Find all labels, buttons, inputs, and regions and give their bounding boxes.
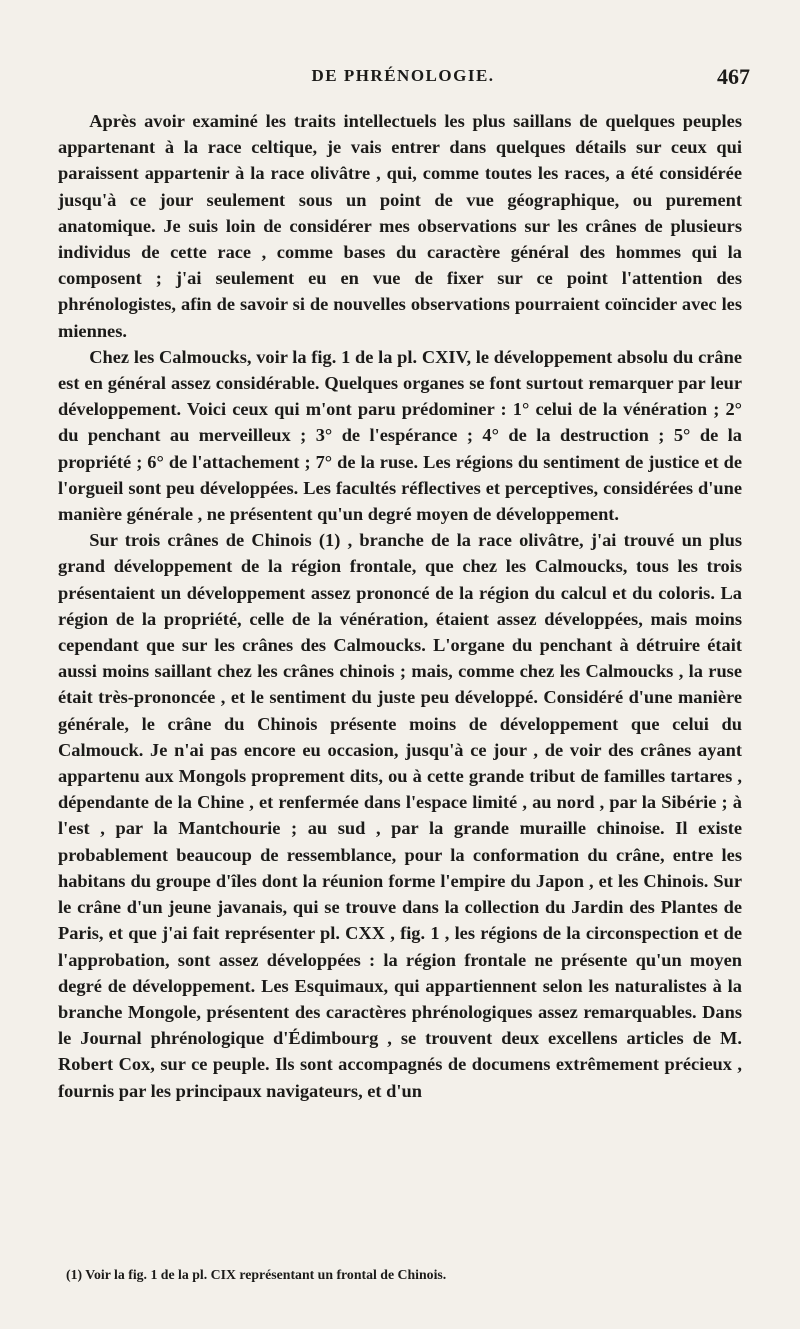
paragraph-2: Chez les Calmoucks, voir la fig. 1 de la pl. CXIV, le développement absolu du crâne est en général assez considérable. Quelques organes se font surtout remarquer par leur développement. Voici ceux qui m'ont paru prédominer : 1° celui de la vénération ; 2° du penchant au merveilleux ; 3° de l'espérance ; 4° de la destruction ; 5° de la propriété ; 6° de l'attachement ; 7° de la ruse. Les régions du sentiment de justice et de l'orgueil sont peu développées. Les facultés réflectives et perceptives, considérées d'une manière générale , ne présentent qu'un degré moyen de développement. — [58, 346, 742, 525]
footnote: (1) Voir la fig. 1 de la pl. CIX représentant un frontal de Chinois. — [66, 1267, 447, 1282]
paragraph-1: Après avoir examiné les traits intellectuels les plus saillans de quelques peuples appartenant à la race celtique, je vais entrer dans quelques détails sur ceux qui paraissent appartenir à la race olivâtre , qui, comme toutes les races, a été considérée jusqu'à ce jour seulement sous un point de vue géographique, ou purement anatomique. Je suis loin de considérer mes observations sur les crânes de plusieurs individus de cette race , comme bases du caractère général des hommes qui la composent ; j'ai seulement eu en vue de fixer sur ce point l'attention des phrénologistes, afin de savoir si de nouvelles observations pourraient coïncider avec les miennes. — [58, 111, 742, 341]
body-text — [58, 108, 742, 1104]
running-title: DE PHRÉNOLOGIE. — [311, 66, 495, 85]
paragraph-3: Sur trois crânes de Chinois (1) , branche de la race olivâtre, j'ai trouvé un plus grand développement de la région frontale, que chez les Calmoucks, tous les trois présentaient un développement assez prononcé de la région du calcul et du coloris. La région de la propriété, celle de la vénération, étaient assez développées, mais moins cependant que sur les crânes des Calmoucks. L'organe du penchant à détruire était aussi moins saillant chez les crânes chinois ; mais, comme chez les Calmoucks , la ruse était très-prononcée , et le sentiment du juste peu développé. Considéré d'une manière générale, le crâne du Chinois présente moins de développement que celui du Calmouck. Je n'ai pas encore eu occasion, jusqu'à ce jour , de voir des crânes ayant appartenu aux Mongols proprement dits, ou à cette grande tribut de familles tartares , dépendante de la Chine , et renfermée dans l'espace limité , au nord , par la Sibérie ; à l'est , par la Mantchourie ; au sud , par la grande muraille chinoise. Il existe probablement beaucoup de ressemblance, pour la conformation du crâne, entre les habitans du groupe d'îles dont la réunion forme l'empire du Japon , et les Chinois. Sur le crâne d'un jeune javanais, qui se trouve dans la collection du Jardin des Plantes de Paris, et que j'ai fait représenter pl. CXX , fig. 1 , les régions de la circonspection et de l'approbation, sont assez développées : la région frontale ne présente qu'un moyen degré de développement. Les Esquimaux, qui appartiennent selon les naturalistes à la branche Mongole, présentent des caractères phrénologiques assez remarquables. Dans le Journal phrénologique d'Édimbourg , se trouvent deux excellens articles de M. Robert Cox, sur ce peuple. Ils sont accompagnés de documens extrêmement précieux , fournis par les principaux navigateurs, et d'un — [58, 530, 742, 1101]
page-number: 467 — [717, 64, 750, 89]
page-header — [56, 64, 750, 96]
